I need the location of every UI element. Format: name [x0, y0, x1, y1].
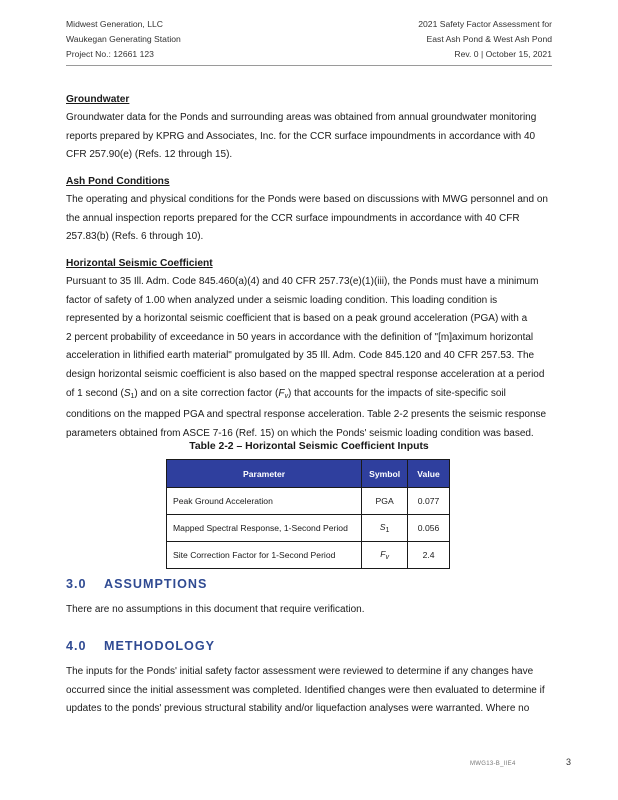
page-number: 3 [566, 757, 572, 767]
symbol-subscript: 1 [130, 392, 135, 400]
section-number: 3.0 [66, 577, 87, 591]
symbol-text: F [380, 549, 386, 559]
page-header [66, 17, 552, 66]
text-fragment: ) and on a site correction factor ( [134, 387, 279, 399]
text-line: updates to the ponds' previous structural stability and/or liquefaction analyses were warranted. Where no [66, 703, 530, 715]
text-line: The inputs for the Ponds' initial safety factor assessment were reviewed to determine if any changes have [66, 666, 534, 677]
text-line [66, 385, 552, 407]
methodology-paragraph [66, 663, 552, 719]
cell-symbol [362, 542, 408, 569]
section-title: METHODOLOGY [104, 639, 216, 653]
header-company: Midwest Generation, LLC [66, 19, 163, 29]
cell-value: 0.077 [408, 488, 450, 515]
table-caption: Table 2-2 – Horizontal Seismic Coefficient Inputs [189, 441, 429, 452]
text-line: reports prepared by KPRG and Associates, Inc. for the CCR surface impoundments in accordance with 40 [66, 130, 536, 142]
text-line: Groundwater data for the Ponds and surrounding areas was obtained from annual groundwater monitoring [66, 112, 537, 123]
cell-parameter: Peak Ground Acceleration [167, 488, 362, 515]
groundwater-section [66, 93, 552, 165]
text-line: occurred since the initial assessment was completed. Identified changes were then evaluated to determine if [66, 684, 545, 696]
table-row [167, 515, 450, 542]
column-header-value: Value [408, 460, 450, 488]
symbol-s: S [123, 387, 131, 399]
seismic-heading: Horizontal Seismic Coefficient [66, 258, 213, 269]
text-line: Pursuant to 35 Ill. Adm. Code 845.460(a)(4) and 40 CFR 257.73(e)(1)(iii), the Ponds must have a minimum [66, 276, 539, 287]
text-line: conditions on the mapped PGA and spectral response acceleration. Table 2-2 presents the seismic response [66, 409, 547, 421]
seismic-section [66, 257, 552, 443]
ash-pond-section [66, 175, 552, 247]
symbol-text: PGA [375, 496, 394, 506]
assumptions-heading [66, 577, 207, 591]
cell-symbol [362, 515, 408, 542]
symbol-subscript: 1 [385, 527, 390, 534]
header-station: Waukegan Generating Station [66, 34, 181, 44]
header-revision: Rev. 0 | October 15, 2021 [454, 49, 552, 59]
text-line: represented by a horizontal seismic coefficient that is based on a peak ground acceleration (PGA) with a [66, 313, 528, 325]
header-left [66, 17, 181, 62]
column-header-parameter: Parameter [167, 460, 362, 488]
table-row [167, 542, 450, 569]
methodology-heading [66, 639, 215, 653]
symbol-subscript: v [284, 392, 288, 400]
cell-value: 2.4 [408, 542, 450, 569]
text-line: CFR 257.90(e) (Refs. 12 through 15). [66, 149, 233, 161]
assumptions-paragraph: There are no assumptions in this document that require verification. [66, 604, 365, 615]
text-line: 2 percent probability of exceedance in 50 years in accordance with the definition of "[m]aximum horizontal [66, 331, 534, 343]
cell-value: 0.056 [408, 515, 450, 542]
text-line: design horizontal seismic coefficient is also based on the mapped spectral response acceleration at a period [66, 368, 545, 380]
seismic-inputs-table [166, 459, 450, 569]
text-line: factor of safety of 1.00 when analyzed under a seismic loading condition. This loading condition is [66, 294, 498, 306]
table-header-row [167, 460, 450, 488]
header-right [418, 17, 552, 62]
symbol-text: S [379, 522, 386, 532]
text-line: acceleration in lithified earth material" promulgated by 35 Ill. Adm. Code 845.120 and 40 CFR 257.53. The [66, 350, 535, 362]
text-line: the annual inspection reports prepared for the CCR surface impoundments in accordance with 40 CFR [66, 212, 520, 224]
header-ponds: East Ash Pond & West Ash Pond [426, 34, 552, 44]
section-number: 4.0 [66, 639, 87, 653]
header-report-title: 2021 Safety Factor Assessment for [418, 19, 552, 29]
column-header-symbol: Symbol [362, 460, 408, 488]
seismic-paragraph [66, 273, 552, 443]
groundwater-heading: Groundwater [66, 94, 130, 105]
table-row [167, 488, 450, 515]
text-line: parameters obtained from ASCE 7-16 (Ref. 15) on which the Ponds' seismic loading condition was based. [66, 427, 534, 439]
symbol-f: F [278, 387, 285, 399]
cell-parameter: Site Correction Factor for 1-Second Period [167, 542, 362, 569]
footer-document-code: MWG13-B_IIE4 [470, 761, 516, 767]
text-fragment: ) that accounts for the impacts of site-specific soil [287, 387, 506, 399]
cell-symbol [362, 488, 408, 515]
text-line: 257.83(b) (Refs. 6 through 10). [66, 231, 204, 243]
text-line: The operating and physical conditions for the Ponds were based on discussions with MWG personnel and on [66, 194, 548, 205]
text-fragment: of 1 second ( [66, 387, 124, 399]
section-title: ASSUMPTIONS [104, 577, 208, 591]
cell-parameter: Mapped Spectral Response, 1-Second Period [167, 515, 362, 542]
symbol-subscript: v [385, 554, 389, 561]
groundwater-paragraph [66, 109, 552, 165]
ash-pond-heading: Ash Pond Conditions [66, 176, 170, 187]
header-project-number: Project No.: 12661 123 [66, 49, 154, 59]
ash-pond-paragraph [66, 191, 552, 247]
